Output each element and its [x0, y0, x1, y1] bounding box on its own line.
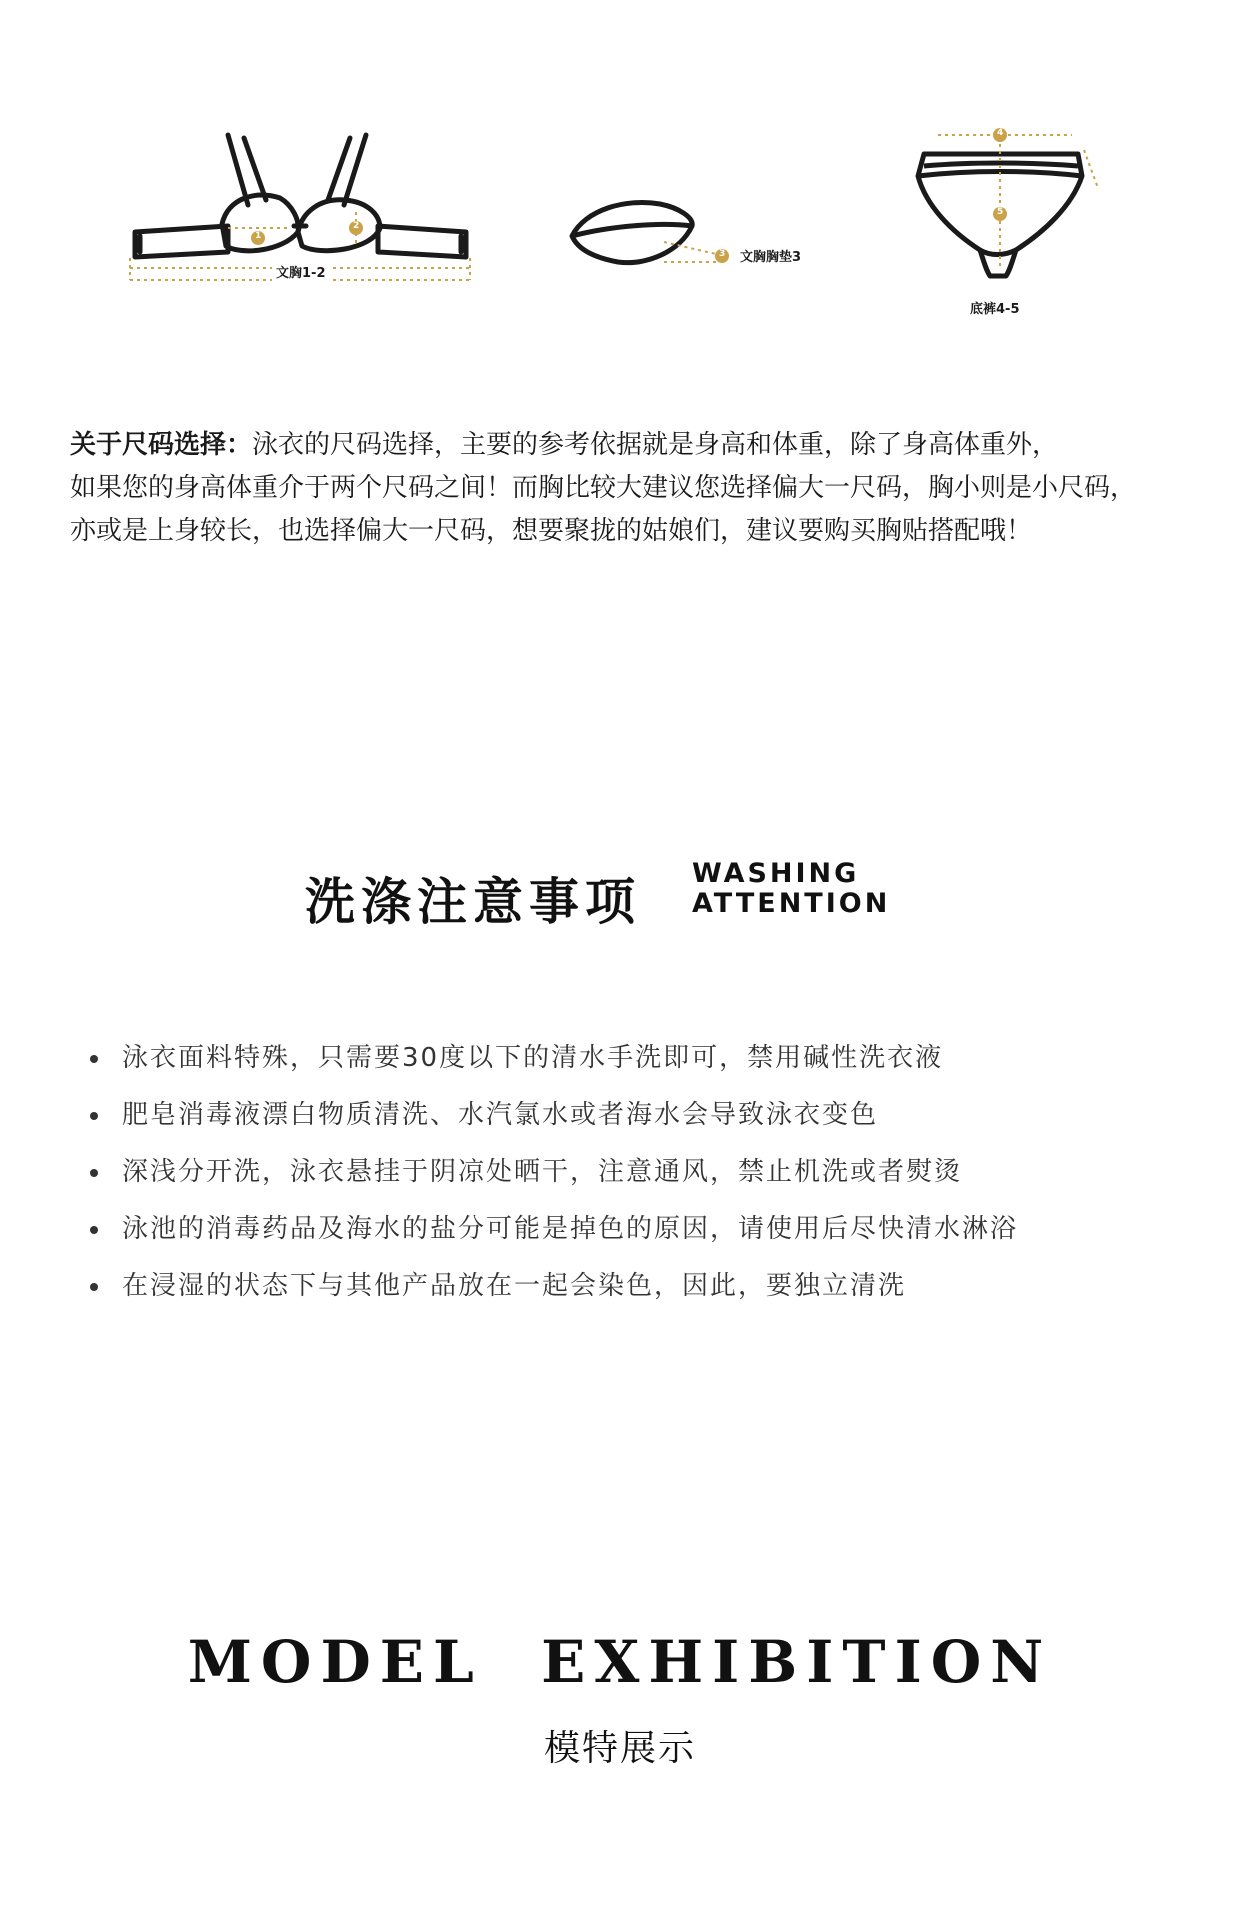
bra-diagram	[135, 135, 466, 257]
pad-diagram	[572, 202, 692, 262]
list-item-text: 泳衣面料特殊，只需要30度以下的清水手洗即可，禁用碱性洗衣液	[122, 1043, 944, 1073]
bullet-dot-icon	[90, 1055, 98, 1063]
brief-marker-4-text: 4	[997, 128, 1004, 138]
size-note-line-1	[70, 424, 1190, 467]
list-item-text: 泳池的消毒药品及海水的盐分可能是掉色的原因，请使用后尽快清水淋浴	[122, 1214, 1019, 1244]
brief-label: 底裤4-5	[970, 302, 1020, 317]
pad-marker-3-text: 3	[719, 249, 726, 259]
bullet-dot-icon	[90, 1169, 98, 1177]
size-note-line-1-text: 泳衣的尺码选择，主要的参考依据就是身高和体重，除了身高体重外，	[252, 430, 1059, 460]
list-item-text: 在浸湿的状态下与其他产品放在一起会染色，因此，要独立清洗	[122, 1271, 907, 1301]
size-diagrams	[0, 0, 1240, 340]
list-item	[90, 1201, 1018, 1258]
washing-title-cn: 洗涤注意事项	[305, 873, 641, 931]
bullet-dot-icon	[90, 1226, 98, 1234]
bra-label: 文胸1-2	[272, 262, 330, 281]
size-note-heading: 关于尺码选择：	[70, 430, 253, 460]
bullet-dot-icon	[90, 1112, 98, 1120]
size-note-line-3: 亦或是上身较长，也选择偏大一尺码，想要聚拢的姑娘们，建议要购买胸贴搭配哦！	[70, 516, 1033, 546]
washing-title-en-line-2: ATTENTION	[692, 888, 891, 919]
model-exhibition-title-en: MODEL EXHIBITION	[187, 1628, 1053, 1696]
list-item	[90, 1144, 1018, 1201]
washing-heading	[0, 856, 1240, 936]
washing-instructions-list	[90, 1030, 1018, 1315]
size-note-line-2: 如果您的身高体重介于两个尺码之间！而胸比较大建议您选择偏大一尺码，胸小则是小尺码，	[70, 473, 1137, 503]
model-exhibition-title-cn: 模特展示	[543, 1728, 696, 1769]
size-selection-note	[70, 424, 1190, 553]
list-item	[90, 1087, 1018, 1144]
bullet-dot-icon	[90, 1283, 98, 1291]
bra-marker-2-text: 2	[353, 221, 360, 231]
list-item-text: 深浅分开洗，泳衣悬挂于阴凉处晒干，注意通风，禁止机洗或者熨烫	[122, 1157, 963, 1187]
brief-marker-5-text: 5	[997, 207, 1004, 217]
washing-title-en-line-1: WASHING	[692, 858, 860, 889]
list-item	[90, 1030, 1018, 1087]
list-item	[90, 1258, 1018, 1315]
bra-marker-1-text: 1	[255, 231, 262, 241]
pad-label: 文胸胸垫3	[740, 250, 802, 265]
list-item-text: 肥皂消毒液漂白物质清洗、水汽氯水或者海水会导致泳衣变色	[122, 1100, 879, 1130]
